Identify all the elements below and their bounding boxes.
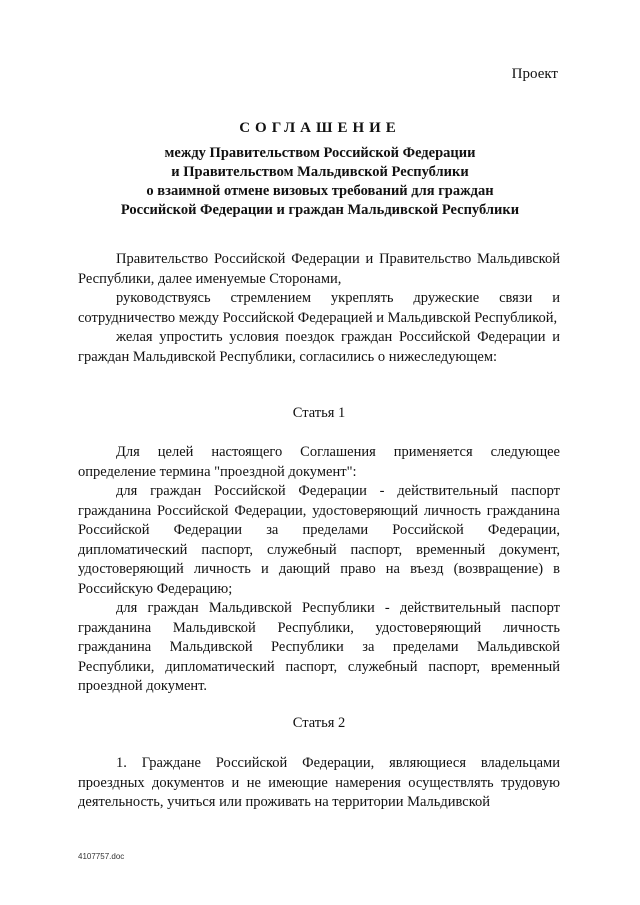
preamble-paragraph: Правительство Российской Федерации и Правительство Мальдивской Республики, далее именуемые Сторонами, bbox=[78, 251, 560, 287]
article-2-body bbox=[78, 754, 560, 813]
document-title: СОГЛАШЕНИЕ bbox=[239, 120, 401, 136]
preamble bbox=[78, 250, 560, 367]
subtitle-line: и Правительством Мальдивской Республики bbox=[171, 164, 469, 180]
preamble-paragraph: желая упростить условия поездок граждан Российской Федерации и граждан Мальдивской Республики, согласились о нижеследующем: bbox=[78, 329, 560, 365]
document-subtitle bbox=[0, 144, 640, 220]
article-heading: Статья 2 bbox=[292, 715, 346, 731]
subtitle-line: Российской Федерации и граждан Мальдивской Республики bbox=[120, 202, 520, 218]
preamble-paragraph: руководствуясь стремлением укреплять дружеские связи и сотрудничество между Российской Федерацией и Мальдивской Республикой, bbox=[78, 290, 560, 326]
article-paragraph: Для целей настоящего Соглашения применяется следующее определение термина "проездной документ": bbox=[78, 444, 560, 480]
article-paragraph: для граждан Российской Федерации - действительный паспорт гражданина Российской Федерации, удостоверяющий личность гражданина Российской Федерации за пределами Российской Федерации, дипломатический паспорт, служебный паспорт, временный документ, удостоверяющий личность и дающий право на въезд (возвращение) в Российскую Федерацию; bbox=[78, 483, 560, 597]
subtitle-line: о взаимной отмене визовых требований для граждан bbox=[146, 183, 494, 199]
article-heading: Статья 1 bbox=[292, 405, 346, 421]
article-1-body bbox=[78, 443, 560, 697]
file-reference: 4107757.doc bbox=[78, 852, 125, 861]
article-1 bbox=[78, 404, 560, 424]
article-2 bbox=[78, 714, 560, 734]
subtitle-line: между Правительством Российской Федерации bbox=[164, 145, 476, 161]
article-paragraph: 1. Граждане Российской Федерации, являющиеся владельцами проездных документов и не имеющие намерения осуществлять трудовую деятельность, учиться или проживать на территории Мальдивской bbox=[78, 755, 560, 810]
article-paragraph: для граждан Мальдивской Республики - действительный паспорт гражданина Мальдивской Республики, удостоверяющий личность гражданина Мальдивской Республики за пределами Мальдивской Республики, дипломатический паспорт, служебный паспорт, временный проездной документ. bbox=[78, 600, 560, 694]
draft-label: Проект bbox=[511, 66, 558, 82]
